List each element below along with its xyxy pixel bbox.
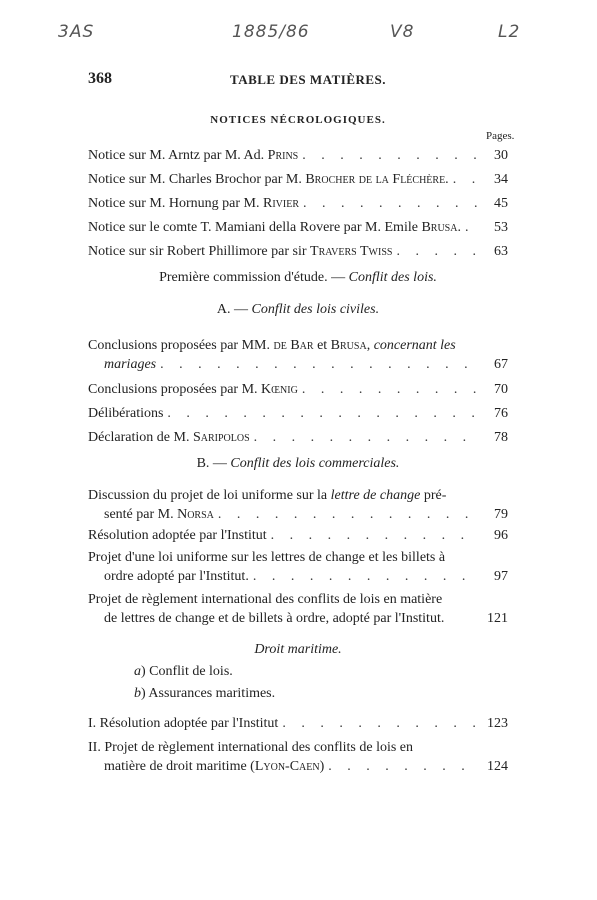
page-ref: 30 [494, 148, 508, 163]
toc-entry: Notice sur M. Hornung par M. Rivier . . . 45 [88, 194, 508, 213]
pages-column-label: Pages. [486, 130, 515, 142]
page-ref: 97 [494, 569, 508, 584]
section-heading-maritime: Droit maritime. [254, 642, 342, 657]
page-ref: 45 [494, 196, 508, 211]
page-ref: 53 [494, 220, 508, 235]
page-ref: 34 [494, 172, 508, 187]
page-ref: 96 [494, 528, 508, 543]
section-title-notices: NOTICES NÉCROLOGIQUES. [210, 114, 386, 126]
toc-entry: Résolution adoptée par l'Institut . . . 96 [88, 526, 508, 545]
toc-entry: Notice sur sir Robert Phillimore par sir Travers Twiss . . . 63 [88, 242, 508, 261]
toc-entry: Conclusions proposées par M. Kœnig . . . 70 [88, 380, 508, 399]
sub-item: a) Conflit de lois. [134, 664, 233, 679]
page-ref: 121 [487, 611, 508, 626]
handwritten-note: L2 [498, 22, 521, 42]
page-ref: 63 [494, 244, 508, 259]
toc-entry: II. Projet de règlement international des conflits de lois en matière de droit maritime (Lyon-Caen) . . . 124 [88, 738, 508, 776]
section-heading-a: A. — Conflit des lois civiles. [216, 302, 380, 317]
toc-entry: I. Résolution adoptée par l'Institut . . . 123 [88, 714, 508, 733]
handwritten-note: 3AS [58, 22, 95, 42]
handwritten-note: V8 [390, 22, 415, 42]
page-header [88, 70, 508, 92]
toc-entry: Discussion du projet de loi uniforme sur la lettre de change pré- senté par M. Norsa . . . 79 [88, 486, 508, 524]
page-ref: 76 [494, 406, 508, 421]
toc-entry: Déclaration de M. Saripolos . . . 78 [88, 428, 508, 447]
toc-entry: Conclusions proposées par MM. de Bar et Brusa, concernant les mariages . . . 67 [88, 336, 508, 374]
toc-entry: Projet de règlement international des conflits de lois en matière de lettres de change et de billets à ordre, adopté par l'Institut. 121 [88, 592, 508, 626]
page-ref: 78 [494, 430, 508, 445]
page-ref: 70 [494, 382, 508, 397]
page-ref: 124 [487, 759, 508, 774]
page-ref: 67 [494, 357, 508, 372]
page-ref: 79 [494, 507, 508, 522]
toc-entry: Notice sur M. Charles Brochor par M. Brocher de la Fléchère. . . . 34 [88, 170, 508, 189]
toc-entry: Notice sur M. Arntz par M. Ad. Prins . . . 30 [88, 146, 508, 165]
sub-item: b) Assurances maritimes. [134, 686, 276, 701]
toc-entry: Notice sur le comte T. Mamiani della Rovere par M. Emile Brusa. . . . 53 [88, 218, 508, 237]
commission-heading: Première commission d'étude. — Conflit des lois. [159, 270, 437, 285]
section-heading-b: B. — Conflit des lois commerciales. [196, 456, 400, 471]
handwritten-note: 1885/86 [232, 22, 310, 42]
running-title: TABLE DES MATIÈRES. [230, 72, 387, 87]
page-ref: 123 [487, 716, 508, 731]
page-number: 368 [88, 70, 112, 87]
toc-entry: Projet d'une loi uniforme sur les lettres de change et les billets à ordre adopté par l'Institut. . . . 97 [88, 548, 508, 586]
toc-entry: Délibérations . . . 76 [88, 404, 508, 423]
